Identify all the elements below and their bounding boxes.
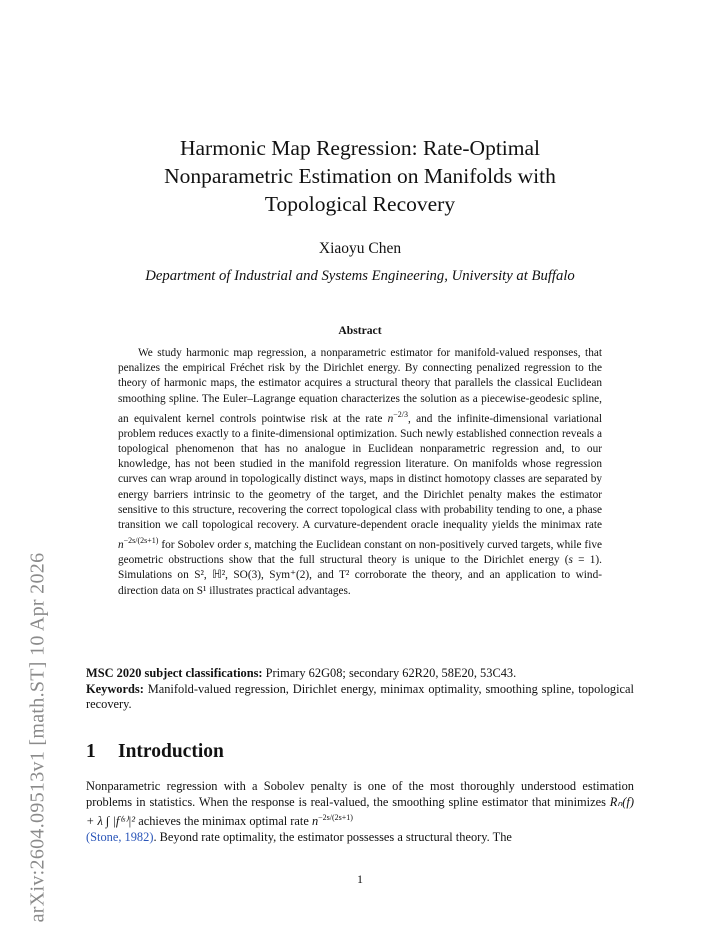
section-number: 1	[86, 741, 96, 762]
title-line: Harmonic Map Regression: Rate-Optimal	[179, 136, 541, 160]
msc-codes: Primary 62G08; secondary 62R20, 58E20, 53C43.	[262, 666, 517, 680]
intro-paragraph: Nonparametric regression with a Sobolev penalty is one of the most thoroughly understood estimation problems in statistics. When the response is real-valued, the smoothing spline estimator that minimizes Rₙ(f) + λ ∫ |f⁽ˢ⁾|² achieves the minimax optimal rate $n^{-2s/(2s+1)}$ (Stone, 1982). Beyond rate optimality, the estimator possesses a structural theory. The	[86, 779, 634, 844]
author-affiliation: Department of Industrial and Systems Engineering, University at Buffalo	[145, 268, 575, 284]
keywords-text: Manifold-valued regression, Dirichlet energy, minimax optimality, smoothing spline, topological recovery.	[86, 681, 634, 712]
abstract-text: We study harmonic map regression, a nonparametric estimator for manifold-valued responses, that penalizes the empirical Fréchet risk by the Dirichlet energy. By connecting penalized regression to the theory of harmonic maps, the estimator acquires a structural theory that parallels the classical Euclidean smoothing spline. The Euler–Lagrange equation characterizes the solution as a piecewise-geodesic spline, an equivalent kernel controls pointwise risk at the rate $n^{-2/3}$, and the infinite-dimensional variational problem reduces exactly to a finite-dimensional optimization. Such newly established connection reveals a topological phenomenon that has no analogue in Euclidean nonparametric regression and, to our knowledge, has not been studied in the manifold regression literature. On manifolds whose regression curves can wrap around in topologically distinct ways, maps in distinct homotopy classes are separated by energy barriers intrinsic to the geometry of the target, and the Dirichlet penalty makes the estimator sensitive to this structure, recovering the correct topological class with probability tending to one, a phase transition we call topological recovery. A curvature-dependent oracle inequality yields the minimax rate $n^{-2s/(2s+1)}$ for Sobolev order s, matching the Euclidean constant on non-positively curved targets, while five geometric obstructions show that the full structural theory is unique to the Dirichlet energy (s = 1). Simulations on S², ℍ², SO(3), Sym⁺(2), and T² corroborate the theory, and an application to wind-direction data on S¹ illustrates practical advantages.	[118, 347, 602, 597]
page-number: 1	[357, 872, 363, 886]
msc-label: MSC 2020 subject classifications:	[86, 666, 263, 680]
author-name: Xiaoyu Chen	[318, 240, 402, 257]
classification-block	[86, 666, 634, 713]
keywords-label: Keywords:	[86, 681, 144, 696]
keywords-line	[86, 682, 634, 713]
abstract-heading: Abstract	[338, 324, 382, 337]
section-heading	[86, 741, 634, 763]
paper-title	[100, 134, 620, 218]
title-line: Topological Recovery	[264, 192, 456, 216]
msc-line	[86, 666, 634, 682]
citation-link-stone[interactable]: (Stone, 1982)	[86, 829, 154, 844]
arxiv-identifier: arXiv:2604.09513v1 [math.ST] 10 Apr 2026	[26, 552, 49, 923]
title-line: Nonparametric Estimation on Manifolds with	[164, 164, 556, 188]
section-title: Introduction	[118, 741, 224, 762]
